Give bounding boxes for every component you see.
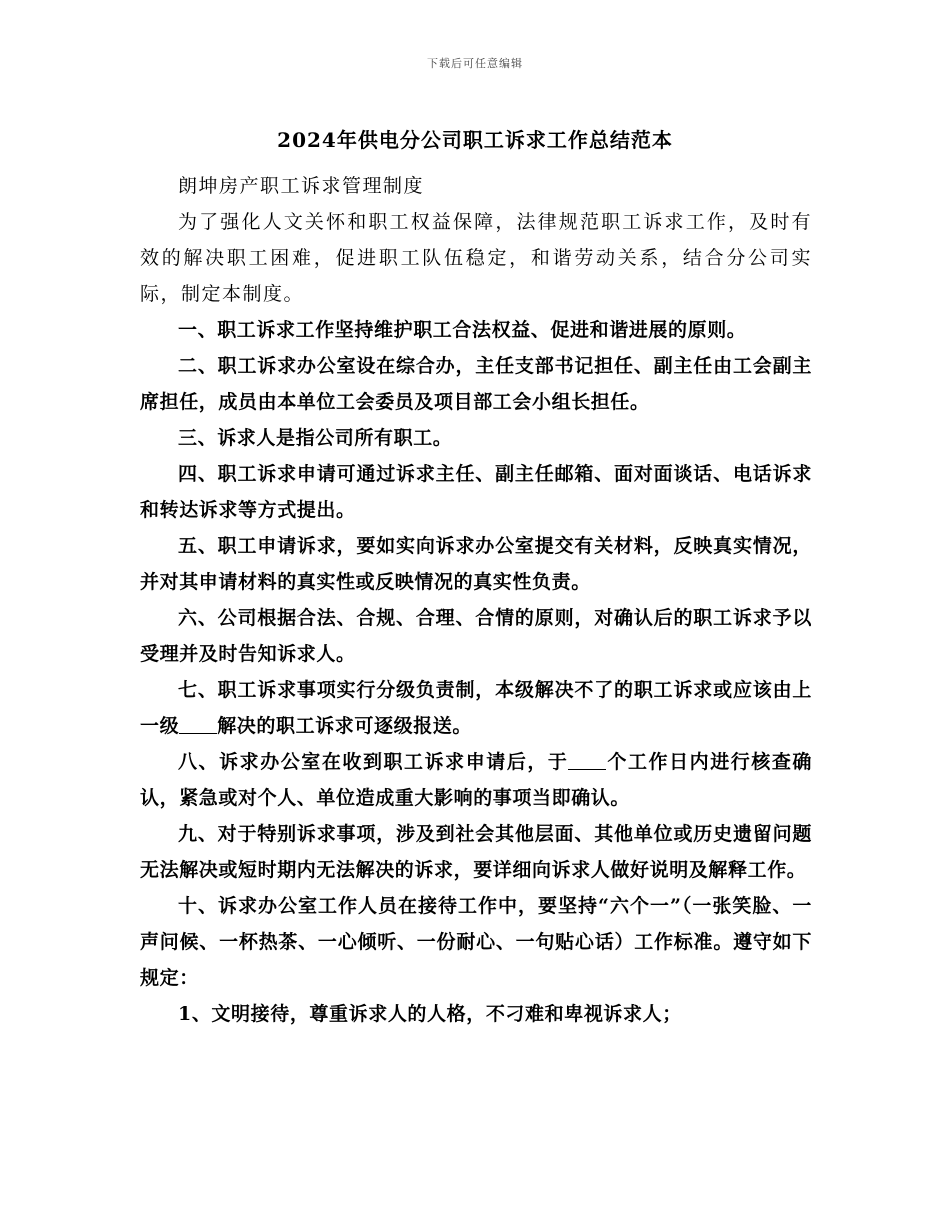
download-note: 下载后可任意编辑 (427, 57, 523, 70)
rule-1: 1、文明接待，尊重诉求人的人格，不刁难和卑视诉求人； (178, 1003, 682, 1025)
blank-line (568, 751, 606, 770)
article-3: 三、诉求人是指公司所有职工。 (178, 427, 453, 449)
intro-paragraph: 为了强化人文关怀和职工权益保障，法律规范职工诉求工作，及时有效的解决职工困难，促进职工队伍稳定，和谐劳动关系，结合分公司实际，制定本制度。 (140, 211, 812, 305)
article-7-part-a: 七、职工诉求事项实行分级负责制，本级解决不了的职工诉求或应该由上一级 (140, 679, 812, 737)
article-7 (140, 672, 812, 744)
article-8-part-a: 八、诉求办公室在收到职工诉求申请后，于 (178, 751, 569, 773)
article-1: 一、职工诉求工作坚持维护职工合法权益、促进和谐进展的原则。 (178, 319, 747, 341)
article-9: 九、对于特别诉求事项，涉及到社会其他层面、其他单位或历史遗留问题无法解决或短时期内无法解决的诉求，要详细向诉求人做好说明及解释工作。 (140, 823, 812, 881)
article-8 (140, 744, 812, 816)
blank-line (179, 715, 217, 734)
article-6: 六、公司根据合法、合规、合理、合情的原则，对确认后的职工诉求予以受理并及时告知诉求人。 (140, 607, 812, 665)
document-body (140, 168, 812, 1032)
document-title: 2024年供电分公司职工诉求工作总结范本 (277, 128, 673, 152)
article-8-part-b: 个工作日内进行核查确认，紧急或对个人、单位造成重大影响的事项当即确认。 (140, 751, 812, 809)
subtitle-paragraph: 朗坤房产职工诉求管理制度 (178, 175, 425, 197)
article-10: 十、诉求办公室工作人员在接待工作中，要坚持“六个一”（一张笑脸、一声问候、一杯热茶、一心倾听、一份耐心、一句贴心话）工作标准。遵守如下规定： (140, 895, 812, 989)
article-7-part-b: 解决的职工诉求可逐级报送。 (217, 715, 473, 737)
article-2: 二、职工诉求办公室设在综合办，主任支部书记担任、副主任由工会副主席担任，成员由本单位工会委员及项目部工会小组长担任。 (140, 355, 812, 413)
article-4: 四、职工诉求申请可通过诉求主任、副主任邮箱、面对面谈话、电话诉求和转达诉求等方式提出。 (140, 463, 812, 521)
article-5: 五、职工申请诉求，要如实向诉求办公室提交有关材料，反映真实情况，并对其申请材料的真实性或反映情况的真实性负责。 (140, 535, 812, 593)
